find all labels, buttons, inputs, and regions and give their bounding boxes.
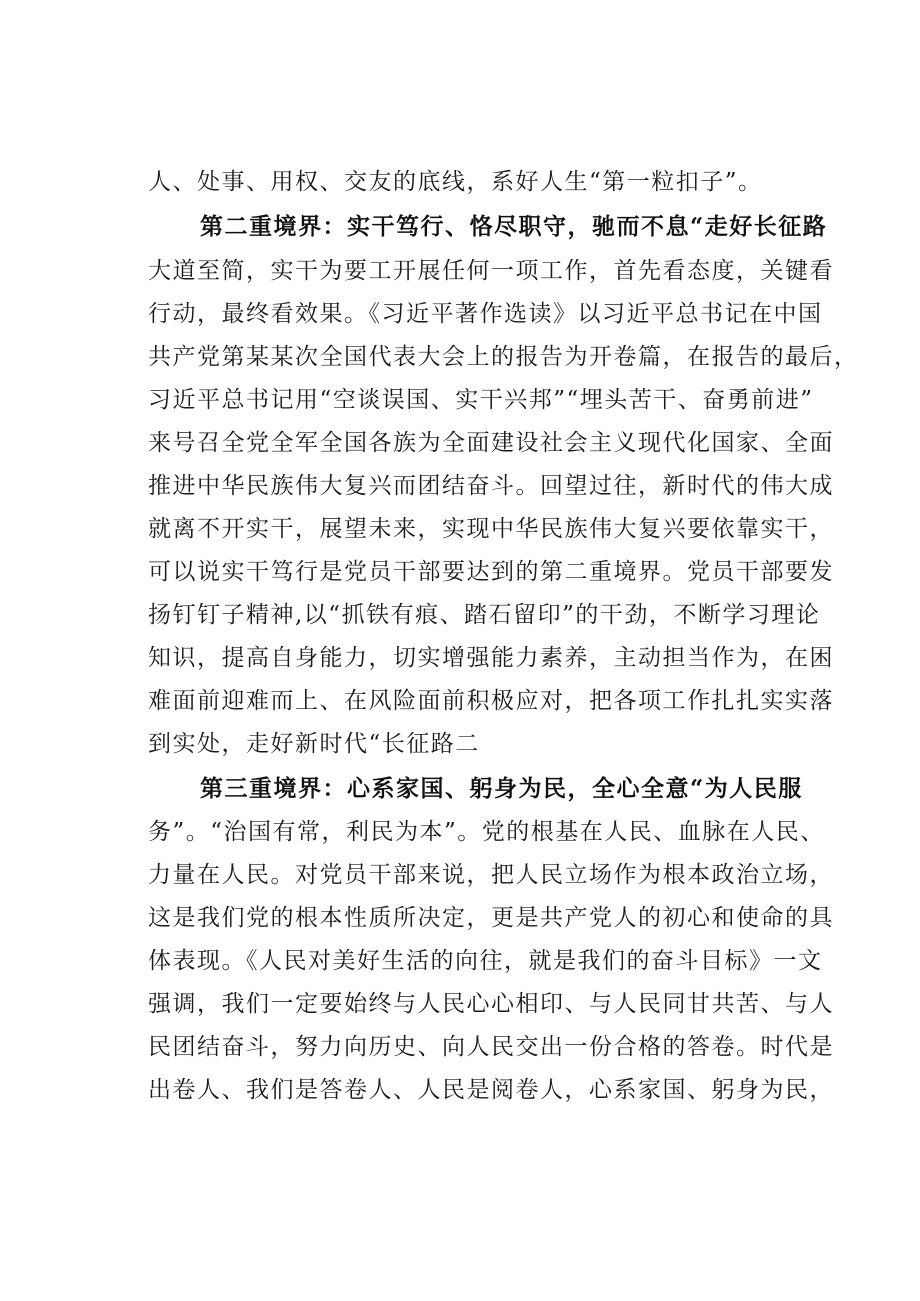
text-line: 行动，最终看效果。《习近平著作选读》以习近平总书记在中国 bbox=[148, 301, 823, 327]
section-heading-2: 第二重境界：实干笃行、恪尽职守，驰而不息“走好长征路 bbox=[200, 213, 828, 240]
text-line: 扬钉钉子精神,以“抓铁有痕、踏石留印”的干劲，不断学习理论 bbox=[148, 602, 821, 628]
text-line: 人、处事、用权、交友的底线，系好人生“第一粒扣子”。 bbox=[148, 169, 763, 195]
text-line: 民团结奋斗，努力向历史、向人民交出一份合格的答卷。时代是 bbox=[148, 1034, 834, 1060]
text-line: 知识，提高自身能力，切实增强能力素养，主动担当作为，在困 bbox=[148, 645, 834, 671]
text-line: 难面前迎难而上、在风险面前积极应对，把各项工作扎扎实实落 bbox=[148, 688, 834, 714]
text-line: 习近平总书记用“空谈误国、实干兴邦”“埋头苦干、奋勇前进” bbox=[148, 387, 814, 413]
text-line: 这是我们党的根本性质所决定，更是共产党人的初心和使命的具 bbox=[148, 905, 834, 931]
text-line: 大道至简，实干为要工开展任何一项工作，首先看态度，关键看 bbox=[148, 258, 834, 284]
text-line: 到实处，走好新时代“长征路二 bbox=[148, 731, 480, 757]
text-line: 出卷人、我们是答卷人、人民是阅卷人，心系家国、躬身为民， bbox=[148, 1077, 834, 1103]
text-line: 来号召全党全军全国各族为全面建设社会主义现代化国家、全面 bbox=[148, 430, 834, 456]
text-line: 强调，我们一定要始终与人民心心相印、与人民同甘共苦、与人 bbox=[148, 991, 834, 1017]
text-line: 体表现。《人民对美好生活的向往，就是我们的奋斗目标》一文 bbox=[148, 948, 823, 974]
text-line: 务”。“治国有常，利民为本”。党的根基在人民、血脉在人民、 bbox=[148, 819, 825, 845]
text-line: 共产党第某某次全国代表大会上的报告为开卷篇，在报告的最后， bbox=[148, 344, 859, 370]
text-line: 可以说实干笃行是党员干部要达到的第二重境界。党员干部要发 bbox=[148, 559, 834, 585]
text-line: 力量在人民。对党员干部来说，把人民立场作为根本政治立场， bbox=[148, 862, 834, 888]
section-heading-3: 第三重境界：心系家国、躬身为民，全心全意“为人民服 bbox=[200, 775, 803, 802]
text-line: 就离不开实干，展望未来，实现中华民族伟大复兴要依靠实干， bbox=[148, 516, 834, 542]
text-line: 推进中华民族伟大复兴而团结奋斗。回望过往，新时代的伟大成 bbox=[148, 473, 834, 499]
